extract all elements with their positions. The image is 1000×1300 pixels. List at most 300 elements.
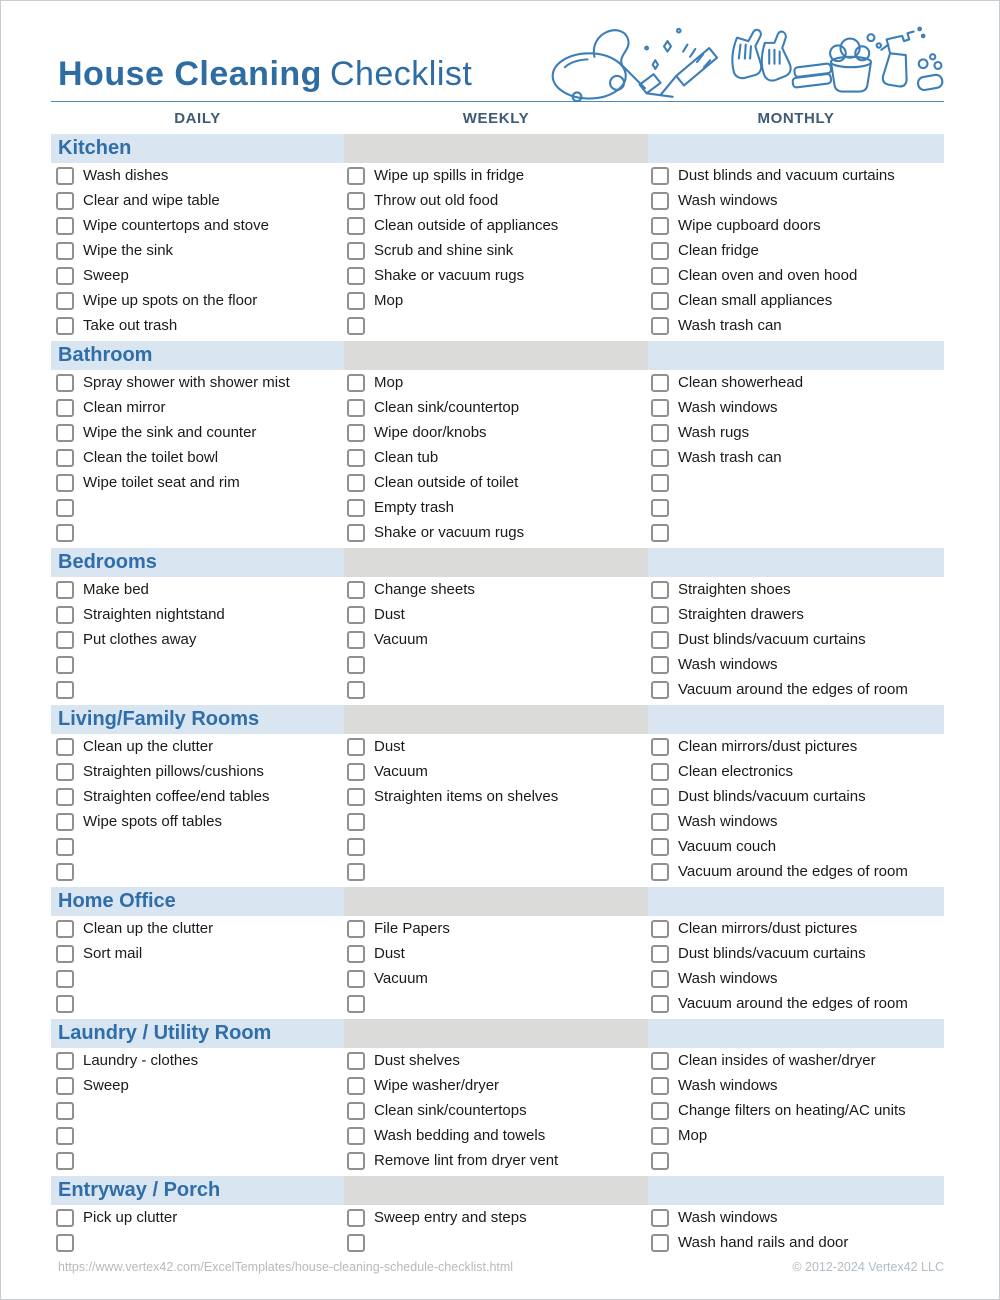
daily-cell [51, 991, 344, 1016]
checklist-row [51, 941, 944, 966]
item-label: Wash windows [678, 1209, 778, 1226]
monthly-checkbox[interactable] [651, 267, 669, 285]
daily-checkbox[interactable] [56, 788, 74, 806]
checklist-row [51, 759, 944, 784]
monthly-cell [648, 395, 944, 420]
daily-checkbox[interactable] [56, 399, 74, 417]
weekly-checkbox[interactable] [347, 267, 365, 285]
daily-checkbox[interactable] [56, 970, 74, 988]
page-title-sub: Checklist [329, 55, 473, 93]
item-label: Clean sink/countertop [374, 399, 520, 416]
monthly-cell [648, 420, 944, 445]
section-band-weekly [344, 341, 648, 370]
page-title [58, 57, 472, 91]
weekly-checkbox[interactable] [347, 995, 365, 1013]
item-label: Sweep [83, 1077, 129, 1094]
checklist-row [51, 916, 944, 941]
daily-checkbox[interactable] [56, 581, 74, 599]
item-label: Wash dishes [83, 167, 169, 184]
item-label: Dust [374, 606, 405, 623]
weekly-cell [344, 263, 648, 288]
daily-cell [51, 370, 344, 395]
item-label: Wipe door/knobs [374, 424, 487, 441]
footer-url[interactable]: https://www.vertex42.com/ExcelTemplates/house-cleaning-schedule-checklist.html [58, 1260, 514, 1274]
weekly-checkbox[interactable] [347, 374, 365, 392]
item-label: Clean fridge [678, 242, 759, 259]
daily-checkbox[interactable] [56, 267, 74, 285]
monthly-checkbox[interactable] [651, 449, 669, 467]
checklist-row [51, 163, 944, 188]
item-label: Clean tub [374, 449, 439, 466]
weekly-checkbox[interactable] [347, 1102, 365, 1120]
daily-checkbox[interactable] [56, 424, 74, 442]
section-band-weekly [344, 548, 648, 577]
monthly-checkbox[interactable] [651, 167, 669, 185]
weekly-cell [344, 834, 648, 859]
weekly-checkbox[interactable] [347, 581, 365, 599]
daily-checkbox[interactable] [56, 524, 74, 542]
weekly-checkbox[interactable] [347, 1077, 365, 1095]
weekly-checkbox[interactable] [347, 474, 365, 492]
daily-checkbox[interactable] [56, 813, 74, 831]
monthly-checkbox[interactable] [651, 499, 669, 517]
weekly-cell [344, 163, 648, 188]
monthly-checkbox[interactable] [651, 656, 669, 674]
daily-cell [51, 445, 344, 470]
daily-checkbox[interactable] [56, 292, 74, 310]
daily-checkbox[interactable] [56, 1052, 74, 1070]
item-label: Vacuum around the edges of room [678, 681, 908, 698]
daily-checkbox[interactable] [56, 738, 74, 756]
monthly-checkbox[interactable] [651, 1052, 669, 1070]
item-label: Straighten pillows/cushions [83, 763, 264, 780]
item-label: Vacuum around the edges of room [678, 863, 908, 880]
item-label: Wash windows [678, 1077, 778, 1094]
daily-checkbox[interactable] [56, 656, 74, 674]
spray-bottle-icon [881, 28, 924, 87]
weekly-checkbox[interactable] [347, 945, 365, 963]
daily-cell [51, 941, 344, 966]
weekly-checkbox[interactable] [347, 681, 365, 699]
checklist-row [51, 809, 944, 834]
monthly-cell [648, 238, 944, 263]
daily-checkbox[interactable] [56, 474, 74, 492]
daily-checkbox[interactable] [56, 1152, 74, 1170]
weekly-cell [344, 859, 648, 884]
daily-checkbox[interactable] [56, 242, 74, 260]
daily-checkbox[interactable] [56, 838, 74, 856]
daily-cell [51, 213, 344, 238]
weekly-checkbox[interactable] [347, 449, 365, 467]
item-label: Wash hand rails and door [678, 1234, 849, 1251]
weekly-checkbox[interactable] [347, 920, 365, 938]
monthly-cell [648, 759, 944, 784]
weekly-cell [344, 370, 648, 395]
sections-container [51, 134, 944, 1255]
item-label: Throw out old food [374, 192, 499, 209]
checklist-row [51, 288, 944, 313]
monthly-checkbox[interactable] [651, 1102, 669, 1120]
weekly-checkbox[interactable] [347, 1152, 365, 1170]
weekly-checkbox[interactable] [347, 217, 365, 235]
section-band-monthly [648, 341, 944, 370]
weekly-checkbox[interactable] [347, 1052, 365, 1070]
daily-cell [51, 734, 344, 759]
checklist-row [51, 213, 944, 238]
monthly-cell [648, 163, 944, 188]
monthly-checkbox[interactable] [651, 374, 669, 392]
section-header-band [51, 134, 944, 163]
daily-cell [51, 263, 344, 288]
section-band-weekly [344, 887, 648, 916]
item-label: Clean up the clutter [83, 920, 214, 937]
monthly-checkbox[interactable] [651, 813, 669, 831]
weekly-cell [344, 577, 648, 602]
monthly-checkbox[interactable] [651, 242, 669, 260]
item-label: Wash windows [678, 192, 778, 209]
weekly-checkbox[interactable] [347, 606, 365, 624]
monthly-checkbox[interactable] [651, 763, 669, 781]
section-header-band [51, 1176, 944, 1205]
item-label: Empty trash [374, 499, 455, 516]
weekly-cell [344, 1073, 648, 1098]
item-label: Clean up the clutter [83, 738, 214, 755]
weekly-cell [344, 652, 648, 677]
checklist-row [51, 602, 944, 627]
monthly-checkbox[interactable] [651, 995, 669, 1013]
section-band-monthly [648, 1019, 944, 1048]
monthly-checkbox[interactable] [651, 738, 669, 756]
checklist-row [51, 1123, 944, 1148]
weekly-checkbox[interactable] [347, 242, 365, 260]
weekly-checkbox[interactable] [347, 788, 365, 806]
item-label: Dust blinds/vacuum curtains [678, 788, 866, 805]
section-entryway-porch [51, 1176, 944, 1255]
item-label: Mop [374, 292, 404, 309]
weekly-checkbox[interactable] [347, 763, 365, 781]
item-label: Change filters on heating/AC units [678, 1102, 906, 1119]
item-label: Shake or vacuum rugs [374, 524, 525, 541]
monthly-cell [648, 288, 944, 313]
monthly-checkbox[interactable] [651, 1234, 669, 1252]
item-label: Wash windows [678, 813, 778, 830]
item-label: Wipe up spills in fridge [374, 167, 525, 184]
monthly-cell [648, 520, 944, 545]
weekly-cell [344, 966, 648, 991]
section-band-monthly [648, 548, 944, 577]
section-header-band [51, 548, 944, 577]
daily-cell [51, 859, 344, 884]
item-label: Clean mirrors/dust pictures [678, 738, 858, 755]
item-label: Wipe washer/dryer [374, 1077, 500, 1094]
item-label: Clean insides of washer/dryer [678, 1052, 876, 1069]
section-header-band [51, 1019, 944, 1048]
section-header-band [51, 887, 944, 916]
item-label: Straighten coffee/end tables [83, 788, 270, 805]
weekly-checkbox[interactable] [347, 838, 365, 856]
checklist-row [51, 991, 944, 1016]
monthly-cell [648, 313, 944, 338]
checklist-row [51, 420, 944, 445]
monthly-checkbox[interactable] [651, 788, 669, 806]
item-label: Pick up clutter [83, 1209, 178, 1226]
weekly-checkbox[interactable] [347, 499, 365, 517]
checklist-row [51, 370, 944, 395]
checklist-row [51, 1098, 944, 1123]
daily-checkbox[interactable] [56, 681, 74, 699]
weekly-checkbox[interactable] [347, 317, 365, 335]
item-label: Wash windows [678, 970, 778, 987]
monthly-checkbox[interactable] [651, 1127, 669, 1145]
item-label: Clean the toilet bowl [83, 449, 219, 466]
item-label: Wipe the sink [83, 242, 174, 259]
item-label: Straighten drawers [678, 606, 804, 623]
item-label: Sweep [83, 267, 129, 284]
item-label: Clean outside of toilet [374, 474, 519, 491]
daily-checkbox[interactable] [56, 217, 74, 235]
daily-cell [51, 395, 344, 420]
section-title: Entryway / Porch [58, 1179, 221, 1201]
monthly-checkbox[interactable] [651, 681, 669, 699]
checklist-row [51, 784, 944, 809]
section-band-daily [51, 548, 344, 577]
weekly-checkbox[interactable] [347, 424, 365, 442]
monthly-checkbox[interactable] [651, 920, 669, 938]
daily-checkbox[interactable] [56, 1077, 74, 1095]
item-label: Vacuum [374, 763, 428, 780]
weekly-cell [344, 784, 648, 809]
section-title: Kitchen [58, 137, 132, 159]
monthly-checkbox[interactable] [651, 631, 669, 649]
daily-checkbox[interactable] [56, 374, 74, 392]
daily-cell [51, 1230, 344, 1255]
checklist-row [51, 495, 944, 520]
weekly-checkbox[interactable] [347, 1127, 365, 1145]
daily-checkbox[interactable] [56, 763, 74, 781]
monthly-cell [648, 577, 944, 602]
monthly-cell [648, 1073, 944, 1098]
item-label: Change sheets [374, 581, 475, 598]
item-label: Vacuum [374, 970, 428, 987]
item-label: Dust [374, 738, 405, 755]
weekly-cell [344, 627, 648, 652]
checklist-row [51, 834, 944, 859]
daily-checkbox[interactable] [56, 1127, 74, 1145]
monthly-checkbox[interactable] [651, 474, 669, 492]
weekly-checkbox[interactable] [347, 1234, 365, 1252]
monthly-checkbox[interactable] [651, 292, 669, 310]
checklist-row [51, 188, 944, 213]
daily-cell [51, 834, 344, 859]
daily-checkbox[interactable] [56, 920, 74, 938]
monthly-checkbox[interactable] [651, 1209, 669, 1227]
section-band-monthly [648, 1176, 944, 1205]
section-band-daily [51, 1019, 344, 1048]
item-label: Dust blinds/vacuum curtains [678, 631, 866, 648]
daily-checkbox[interactable] [56, 499, 74, 517]
weekly-checkbox[interactable] [347, 524, 365, 542]
item-label: Scrub and shine sink [374, 242, 514, 259]
weekly-checkbox[interactable] [347, 738, 365, 756]
section-bedrooms [51, 548, 944, 702]
daily-checkbox[interactable] [56, 167, 74, 185]
daily-cell [51, 188, 344, 213]
item-label: Make bed [83, 581, 149, 598]
monthly-cell [648, 1098, 944, 1123]
item-label: Spray shower with shower mist [83, 374, 290, 391]
weekly-checkbox[interactable] [347, 1209, 365, 1227]
sparkles-icon [645, 29, 680, 69]
daily-cell [51, 1048, 344, 1073]
weekly-cell [344, 1048, 648, 1073]
monthly-checkbox[interactable] [651, 945, 669, 963]
weekly-checkbox[interactable] [347, 656, 365, 674]
monthly-cell [648, 1148, 944, 1173]
item-label: Vacuum [374, 631, 428, 648]
monthly-cell [648, 966, 944, 991]
daily-cell [51, 1205, 344, 1230]
daily-checkbox[interactable] [56, 863, 74, 881]
weekly-checkbox[interactable] [347, 970, 365, 988]
item-label: Wipe up spots on the floor [83, 292, 258, 309]
item-label: Wash rugs [678, 424, 750, 441]
vacuum-icon [553, 30, 673, 101]
item-label: Dust blinds and vacuum curtains [678, 167, 895, 184]
monthly-checkbox[interactable] [651, 424, 669, 442]
weekly-cell [344, 1148, 648, 1173]
daily-cell [51, 627, 344, 652]
weekly-checkbox[interactable] [347, 863, 365, 881]
daily-checkbox[interactable] [56, 631, 74, 649]
section-band-monthly [648, 887, 944, 916]
checklist-row [51, 395, 944, 420]
daily-checkbox[interactable] [56, 995, 74, 1013]
monthly-cell [648, 809, 944, 834]
checklist-row [51, 966, 944, 991]
item-label: Dust blinds/vacuum curtains [678, 945, 866, 962]
item-label: Wash trash can [678, 449, 782, 466]
daily-cell [51, 520, 344, 545]
checklist-row [51, 677, 944, 702]
gloves-icon [732, 30, 790, 81]
section-laundry-utility-room [51, 1019, 944, 1173]
checklist-row [51, 734, 944, 759]
section-kitchen [51, 134, 944, 338]
monthly-cell [648, 1230, 944, 1255]
monthly-checkbox[interactable] [651, 192, 669, 210]
item-label: Wash windows [678, 656, 778, 673]
section-header-band [51, 341, 944, 370]
monthly-checkbox[interactable] [651, 606, 669, 624]
brush-icon [661, 45, 718, 95]
weekly-cell [344, 213, 648, 238]
sponge-icon [917, 54, 943, 91]
weekly-cell [344, 916, 648, 941]
daily-checkbox[interactable] [56, 449, 74, 467]
monthly-cell [648, 916, 944, 941]
weekly-checkbox[interactable] [347, 292, 365, 310]
daily-cell [51, 1073, 344, 1098]
daily-cell [51, 966, 344, 991]
monthly-cell [648, 602, 944, 627]
daily-checkbox[interactable] [56, 1209, 74, 1227]
item-label: Dust shelves [374, 1052, 460, 1069]
daily-cell [51, 652, 344, 677]
section-band-weekly [344, 705, 648, 734]
monthly-cell [648, 370, 944, 395]
item-label: Put clothes away [83, 631, 197, 648]
weekly-cell [344, 941, 648, 966]
section-title: Living/Family Rooms [58, 708, 260, 730]
weekly-cell [344, 495, 648, 520]
monthly-checkbox[interactable] [651, 1152, 669, 1170]
weekly-checkbox[interactable] [347, 399, 365, 417]
item-label: Vacuum couch [678, 838, 777, 855]
item-label: Take out trash [83, 317, 178, 334]
daily-checkbox[interactable] [56, 945, 74, 963]
weekly-checkbox[interactable] [347, 167, 365, 185]
monthly-cell [648, 834, 944, 859]
weekly-cell [344, 1230, 648, 1255]
item-label: Remove lint from dryer vent [374, 1152, 559, 1169]
monthly-checkbox[interactable] [651, 970, 669, 988]
daily-checkbox[interactable] [56, 192, 74, 210]
item-label: Wipe the sink and counter [83, 424, 257, 441]
daily-checkbox[interactable] [56, 317, 74, 335]
item-label: Clean sink/countertops [374, 1102, 527, 1119]
section-band-daily [51, 341, 344, 370]
monthly-checkbox[interactable] [651, 863, 669, 881]
monthly-checkbox[interactable] [651, 838, 669, 856]
daily-checkbox[interactable] [56, 606, 74, 624]
daily-cell [51, 1098, 344, 1123]
column-header-weekly: WEEKLY [462, 109, 530, 127]
daily-cell [51, 495, 344, 520]
daily-checkbox[interactable] [56, 1102, 74, 1120]
monthly-checkbox[interactable] [651, 524, 669, 542]
monthly-checkbox[interactable] [651, 217, 669, 235]
item-label: Clean mirrors/dust pictures [678, 920, 858, 937]
weekly-checkbox[interactable] [347, 192, 365, 210]
monthly-checkbox[interactable] [651, 1077, 669, 1095]
monthly-cell [648, 941, 944, 966]
item-label: Clear and wipe table [83, 192, 220, 209]
checklist-row [51, 627, 944, 652]
page-title-main: House Cleaning [58, 55, 322, 93]
weekly-checkbox[interactable] [347, 813, 365, 831]
monthly-checkbox[interactable] [651, 399, 669, 417]
monthly-checkbox[interactable] [651, 317, 669, 335]
checklist-row [51, 1073, 944, 1098]
monthly-cell [648, 188, 944, 213]
section-title: Home Office [58, 890, 176, 912]
item-label: Mop [374, 374, 404, 391]
monthly-cell [648, 677, 944, 702]
daily-checkbox[interactable] [56, 1234, 74, 1252]
monthly-cell [648, 627, 944, 652]
daily-cell [51, 470, 344, 495]
item-label: Wipe spots off tables [83, 813, 222, 830]
item-label: Wash bedding and towels [374, 1127, 546, 1144]
daily-cell [51, 759, 344, 784]
weekly-cell [344, 188, 648, 213]
page-footer [51, 1260, 944, 1274]
monthly-checkbox[interactable] [651, 581, 669, 599]
item-label: Wash trash can [678, 317, 782, 334]
weekly-cell [344, 1098, 648, 1123]
daily-cell [51, 420, 344, 445]
weekly-checkbox[interactable] [347, 631, 365, 649]
